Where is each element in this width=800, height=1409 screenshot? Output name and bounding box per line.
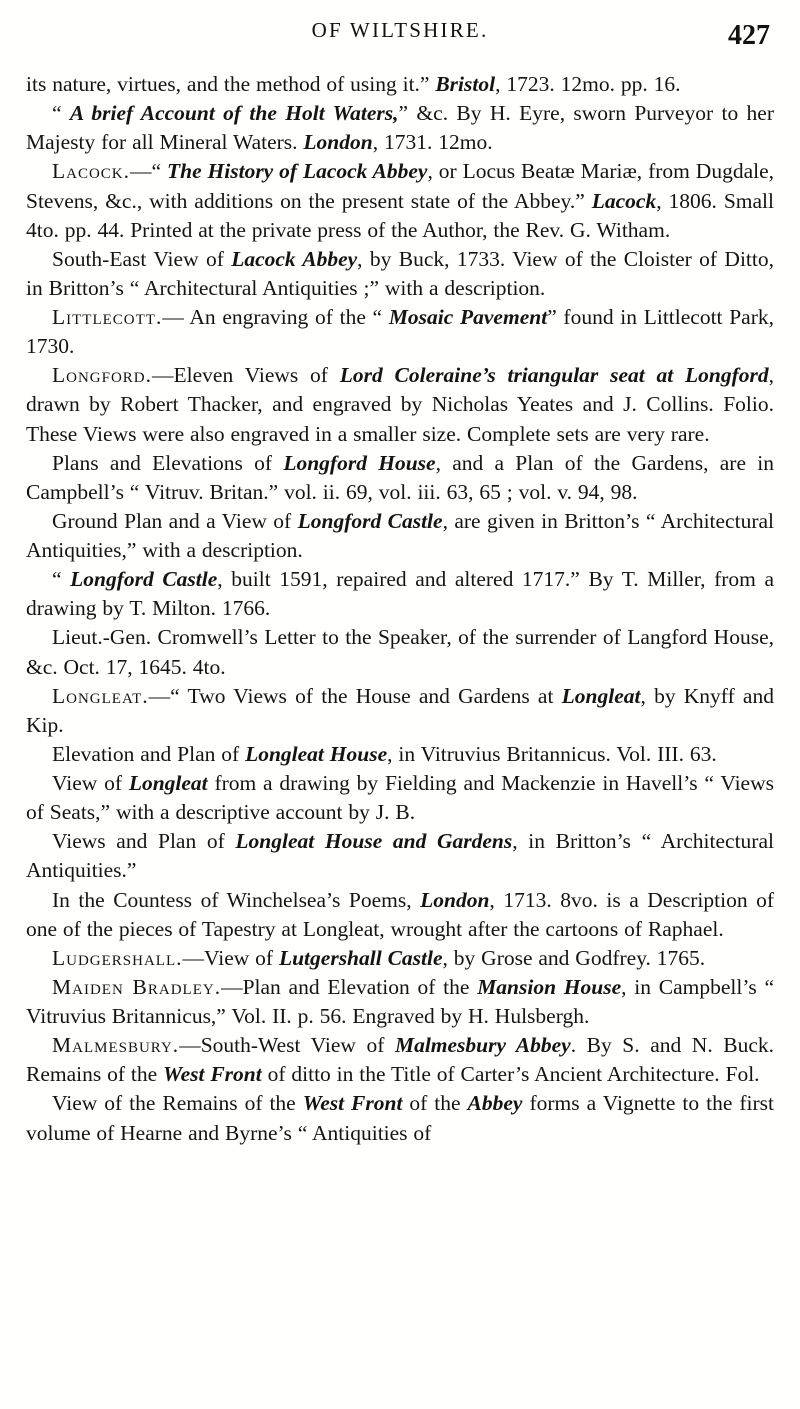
italic-title: Longleat House and Gardens <box>235 829 513 854</box>
italic-title: Bristol <box>435 72 496 96</box>
italic-title: Longford Castle <box>70 567 218 592</box>
entry-headword: Malmesbury. <box>52 1033 180 1058</box>
paragraph <box>26 507 774 565</box>
paragraph <box>26 99 774 157</box>
text-run: —Plan and Elevation of the <box>221 974 478 999</box>
text-run: , in Vitruvius Britannicus. Vol. III. 63. <box>387 741 717 766</box>
text-run: ” found in Littlecott Park, 1730. <box>26 305 775 359</box>
text-run: Lieut.-Gen. Cromwell’s Letter to the Speaker, of the surrender of Langford House, &c. Oct. 17, 1645. 4to. <box>26 625 774 679</box>
text-run: —“ Two Views of the House and Gardens at <box>148 683 562 708</box>
paragraph <box>26 886 774 944</box>
text-run: , by Buck, 1733. View of the Cloister of Ditto, in Britton’s “ Architectural Antiquities ;” with a description. <box>26 246 774 300</box>
italic-title: West Front <box>302 1091 403 1116</box>
text-run: —“ <box>130 159 167 184</box>
italic-title: London <box>420 887 490 912</box>
text-run: of ditto in the Title of Carter’s Ancient Architecture. Fol. <box>261 1062 760 1087</box>
paragraph <box>26 245 774 303</box>
paragraph <box>26 565 774 623</box>
italic-title: Lacock <box>591 188 657 213</box>
italic-title: Longford House <box>283 450 436 475</box>
page-header <box>26 18 774 64</box>
text-run: , 1731. 12mo. <box>372 130 493 155</box>
italic-title: The History of Lacock Abbey <box>166 159 428 184</box>
italic-title: Lutgershall Castle <box>278 945 443 970</box>
paragraph <box>26 157 774 244</box>
paragraph <box>26 1089 774 1147</box>
text-run: , built 1591, repaired and altered 1717.” By T. Miller, from a drawing by T. Milton. 1766. <box>26 567 774 621</box>
paragraph <box>26 769 774 827</box>
italic-title: Mosaic Pavement <box>388 305 548 329</box>
italic-title: Lacock Abbey <box>231 246 358 271</box>
italic-title: Longleat <box>128 771 208 795</box>
paragraph <box>26 361 774 448</box>
text-run: , by Knyff and Kip. <box>26 683 774 737</box>
text-run: View of <box>52 771 129 795</box>
paragraph <box>26 70 774 99</box>
text-run: Elevation and Plan of <box>52 741 246 766</box>
text-run: —View of <box>182 945 279 970</box>
text-run: “ <box>52 101 70 126</box>
text-run: , in Britton’s “ Architectural Antiquities.” <box>26 829 774 883</box>
italic-title: Mansion House <box>477 974 622 999</box>
paragraph <box>26 682 774 740</box>
text-run: Ground Plan and a View of <box>52 508 298 533</box>
entry-headword: Longford. <box>52 363 153 388</box>
text-run: its nature, virtues, and the method of using it.” <box>26 72 436 96</box>
italic-title: Malmesbury Abbey <box>394 1033 571 1058</box>
text-run: Views and Plan of <box>52 829 236 854</box>
entry-headword: Maiden Bradley. <box>52 974 222 999</box>
text-run: In the Countess of Winchelsea’s Poems, <box>52 887 421 912</box>
entry-headword: Lacock. <box>52 159 131 184</box>
paragraph <box>26 944 774 973</box>
text-run: —South-West View of <box>179 1033 395 1058</box>
text-run: from a drawing by Fielding and Mackenzie in Havell’s “ Views of Seats,” with a descriptive account by J. B. <box>26 771 774 825</box>
italic-title: Longleat House <box>245 741 388 766</box>
text-run: Plans and Elevations of <box>52 450 284 475</box>
paragraph <box>26 973 774 1031</box>
italic-title: A brief Account of the Holt Waters, <box>69 101 399 126</box>
text-run: “ <box>52 567 71 592</box>
text-run: , are given in Britton’s “ Architectural Antiquities,” with a description. <box>26 508 774 562</box>
text-run: , in Campbell’s “ Vitruvius Britannicus,” Vol. II. p. 56. Engraved by H. Hulsbergh. <box>26 974 774 1028</box>
page-body <box>26 70 774 1148</box>
entry-headword: Ludgershall. <box>52 945 183 970</box>
text-run: forms a Vignette to the first volume of Hearne and Byrne’s “ Antiquities of <box>26 1091 774 1145</box>
text-run: —Eleven Views of <box>152 363 340 388</box>
paragraph <box>26 740 774 769</box>
text-run: , 1723. 12mo. pp. 16. <box>495 72 681 96</box>
paragraph <box>26 303 774 361</box>
paragraph <box>26 623 774 681</box>
entry-headword: Littlecott. <box>52 305 163 329</box>
text-run: of the <box>402 1091 468 1116</box>
page-number: 427 <box>728 20 770 51</box>
paragraph <box>26 449 774 507</box>
text-run: ” &c. By H. Eyre, sworn Purveyor to her Majesty for all Mineral Waters. <box>26 101 775 155</box>
italic-title: West Front <box>163 1062 262 1087</box>
text-run: , or Locus Beatæ Mariæ, from Dugdale, Stevens, &c., with additions on the present state of the Abbey.” <box>26 159 775 213</box>
text-run: South-East View of <box>52 246 232 271</box>
paragraph <box>26 827 774 885</box>
italic-title: Longford Castle <box>297 508 443 533</box>
text-run: — An engraving of the “ <box>162 305 389 329</box>
text-run: , 1806. Small 4to. pp. 44. Printed at the private press of the Author, the Rev. G. Witham. <box>26 188 774 242</box>
italic-title: London <box>303 130 373 155</box>
italic-title: Longleat <box>561 683 641 708</box>
paragraph <box>26 1031 774 1089</box>
text-run: , by Grose and Godfrey. 1765. <box>442 945 706 970</box>
italic-title: Lord Coleraine’s triangular seat at Longford <box>339 363 769 388</box>
text-run: , 1713. 8vo. is a Description of one of the pieces of Tapestry at Longleat, wrought after the cartoons of Raphael. <box>26 887 774 941</box>
text-run: View of the Remains of the <box>52 1091 303 1116</box>
text-run: , and a Plan of the Gardens, are in Campbell’s “ Vitruv. Britan.” vol. ii. 69, vol. iii. 63, 65 ; vol. v. 94, 98. <box>26 450 774 504</box>
text-run: , drawn by Robert Thacker, and engraved by Nicholas Yeates and J. Collins. Folio. These Views were also engraved in a smaller size. Complete sets are very rare. <box>26 363 775 446</box>
italic-title: Abbey <box>467 1091 523 1116</box>
entry-headword: Longleat. <box>52 683 149 708</box>
running-title: OF WILTSHIRE. <box>311 18 489 42</box>
text-run: . By S. and N. Buck. Remains of the <box>26 1033 775 1087</box>
